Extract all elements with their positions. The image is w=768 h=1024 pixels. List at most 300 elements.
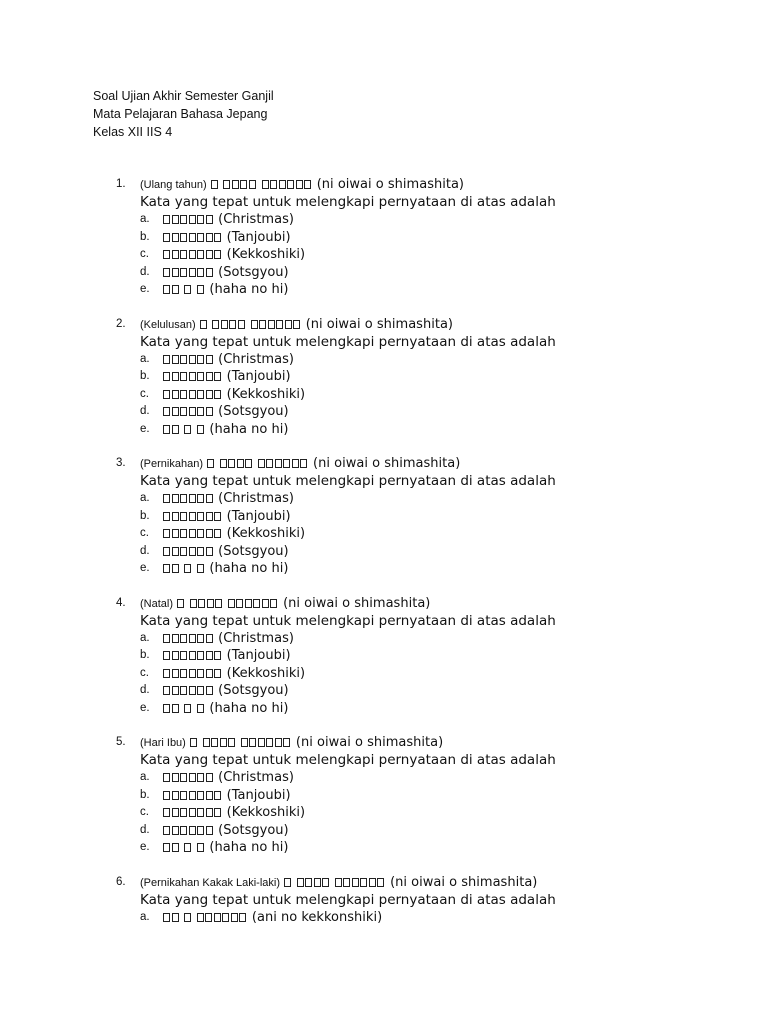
- missing-glyph-box: [215, 599, 222, 608]
- missing-glyph-box: [369, 878, 376, 887]
- choice-text: (Christmas): [163, 351, 294, 369]
- missing-glyph-box: [172, 547, 179, 556]
- missing-glyph-box: [163, 791, 170, 800]
- answer-choice: [0, 630, 768, 648]
- choice-letter: a.: [140, 910, 150, 923]
- choice-letter: a.: [140, 771, 150, 783]
- missing-glyph-box: [172, 215, 179, 224]
- answer-choice: [0, 560, 768, 578]
- choice-text: (haha no hi): [163, 839, 288, 857]
- question-instruction: Kata yang tepat untuk melengkapi pernyataan di atas adalah: [140, 473, 556, 489]
- missing-glyph-box: [206, 355, 213, 364]
- missing-glyph-box: [343, 878, 350, 887]
- choice-letter: e.: [140, 701, 150, 714]
- question-label: (Hari Ibu): [140, 737, 186, 749]
- missing-glyph-box: [377, 878, 384, 887]
- missing-glyph-box: [283, 459, 290, 468]
- header-line: Kelas XII IIS 4: [93, 125, 173, 139]
- question-item: [0, 455, 768, 578]
- choice-letter: a.: [140, 631, 150, 644]
- choice-letter: c.: [140, 806, 149, 818]
- missing-glyph-box: [335, 878, 342, 887]
- missing-glyph-box: [163, 808, 170, 817]
- question-prompt-text: (ni oiwai o shimashita): [207, 456, 460, 471]
- missing-glyph-box: [163, 215, 170, 224]
- answer-choice: [0, 700, 768, 718]
- missing-glyph-box: [214, 808, 221, 817]
- choice-text: (Christmas): [163, 630, 294, 648]
- question-prompt: [140, 874, 537, 892]
- missing-glyph-box: [270, 180, 277, 189]
- missing-glyph-box: [180, 512, 187, 521]
- missing-glyph-box: [197, 390, 204, 399]
- question-prompt-text: (ni oiwai o shimashita): [200, 317, 453, 332]
- choice-letter: b.: [140, 788, 150, 801]
- missing-glyph-box: [163, 372, 170, 381]
- missing-glyph-box: [304, 180, 311, 189]
- answer-choice: [0, 647, 768, 665]
- choice-letter: a.: [140, 213, 150, 225]
- missing-glyph-box: [197, 634, 204, 643]
- choice-text: (Christmas): [163, 769, 294, 787]
- missing-glyph-box: [197, 512, 204, 521]
- missing-glyph-box: [189, 686, 196, 695]
- choice-letter: e.: [140, 841, 150, 853]
- question-item: [0, 176, 768, 299]
- missing-glyph-box: [184, 425, 191, 434]
- missing-glyph-box: [180, 826, 187, 835]
- missing-glyph-box: [296, 180, 303, 189]
- missing-glyph-box: [206, 773, 213, 782]
- missing-glyph-box: [241, 738, 248, 747]
- question-label: (Pernikahan): [140, 458, 203, 470]
- missing-glyph-box: [197, 372, 204, 381]
- missing-glyph-box: [360, 878, 367, 887]
- missing-glyph-box: [206, 250, 213, 259]
- missing-glyph-box: [172, 808, 179, 817]
- missing-glyph-box: [229, 320, 236, 329]
- choice-letter: c.: [140, 666, 149, 679]
- choice-text: (ani no kekkonshiki): [163, 909, 382, 927]
- question-prompt-text: (ni oiwai o shimashita): [284, 875, 537, 890]
- missing-glyph-box: [190, 599, 197, 608]
- missing-glyph-box: [314, 878, 321, 887]
- missing-glyph-box: [197, 773, 204, 782]
- choice-text: (Sotsgyou): [163, 682, 289, 700]
- missing-glyph-box: [207, 599, 214, 608]
- question-instruction: Kata yang tepat untuk melengkapi pernyataan di atas adalah: [140, 612, 556, 629]
- answer-choice: [0, 543, 768, 561]
- missing-glyph-box: [189, 233, 196, 242]
- missing-glyph-box: [214, 390, 221, 399]
- answer-choice: [0, 403, 768, 421]
- missing-glyph-box: [259, 320, 266, 329]
- missing-glyph-box: [249, 180, 256, 189]
- missing-glyph-box: [163, 425, 170, 434]
- question-list: [0, 176, 768, 943]
- answer-choice: [0, 804, 768, 822]
- choice-text: (Kekkoshiki): [163, 386, 305, 404]
- missing-glyph-box: [275, 459, 282, 468]
- missing-glyph-box: [180, 233, 187, 242]
- answer-choice: [0, 508, 768, 526]
- missing-glyph-box: [189, 808, 196, 817]
- missing-glyph-box: [163, 773, 170, 782]
- answer-choice: [0, 839, 768, 857]
- missing-glyph-box: [163, 407, 170, 416]
- missing-glyph-box: [180, 808, 187, 817]
- missing-glyph-box: [206, 669, 213, 678]
- missing-glyph-box: [172, 250, 179, 259]
- choice-letter: a.: [140, 492, 150, 504]
- choice-text: (Sotsgyou): [163, 543, 289, 561]
- missing-glyph-box: [240, 180, 247, 189]
- missing-glyph-box: [163, 843, 170, 852]
- answer-choice: [0, 421, 768, 439]
- missing-glyph-box: [172, 233, 179, 242]
- missing-glyph-box: [163, 651, 170, 660]
- missing-glyph-box: [180, 651, 187, 660]
- missing-glyph-box: [197, 215, 204, 224]
- question-number: 1.: [116, 178, 126, 190]
- choice-text: (haha no hi): [163, 700, 288, 718]
- missing-glyph-box: [180, 390, 187, 399]
- missing-glyph-box: [206, 529, 213, 538]
- choice-letter: d.: [140, 405, 150, 417]
- missing-glyph-box: [197, 669, 204, 678]
- missing-glyph-box: [228, 599, 235, 608]
- missing-glyph-box: [276, 320, 283, 329]
- question-label: (Pernikahan Kakak Laki-laki): [140, 876, 281, 889]
- missing-glyph-box: [214, 791, 221, 800]
- question-prompt: [140, 316, 453, 334]
- question-header: [0, 316, 768, 333]
- choice-text: (Kekkoshiki): [163, 804, 305, 822]
- missing-glyph-box: [214, 529, 221, 538]
- missing-glyph-box: [172, 704, 179, 713]
- header-line: Soal Ujian Akhir Semester Ganjil: [93, 89, 274, 103]
- choice-text: (haha no hi): [163, 421, 288, 439]
- choice-letter: b.: [140, 649, 150, 661]
- missing-glyph-box: [258, 738, 265, 747]
- missing-glyph-box: [239, 913, 246, 922]
- missing-glyph-box: [206, 808, 213, 817]
- question-prompt-text: (ni oiwai o shimashita): [177, 596, 430, 611]
- missing-glyph-box: [197, 250, 204, 259]
- choice-letter: b.: [140, 230, 150, 243]
- missing-glyph-box: [184, 285, 191, 294]
- missing-glyph-box: [197, 233, 204, 242]
- missing-glyph-box: [163, 268, 170, 277]
- question-number: 3.: [116, 457, 126, 469]
- answer-choice: [0, 822, 768, 840]
- missing-glyph-box: [206, 233, 213, 242]
- missing-glyph-box: [197, 826, 204, 835]
- question-number: 6.: [116, 875, 126, 888]
- missing-glyph-box: [180, 669, 187, 678]
- choice-text: (Christmas): [163, 490, 294, 508]
- answer-choice: [0, 490, 768, 508]
- missing-glyph-box: [172, 390, 179, 399]
- missing-glyph-box: [232, 180, 239, 189]
- choice-letter: e.: [140, 422, 150, 435]
- missing-glyph-box: [189, 390, 196, 399]
- answer-choice: [0, 281, 768, 299]
- missing-glyph-box: [197, 791, 204, 800]
- choice-letter: c.: [140, 387, 149, 400]
- answer-choice: [0, 211, 768, 229]
- question-number: 2.: [116, 317, 126, 330]
- missing-glyph-box: [184, 843, 191, 852]
- missing-glyph-box: [197, 268, 204, 277]
- missing-glyph-box: [220, 738, 227, 747]
- missing-glyph-box: [214, 669, 221, 678]
- missing-glyph-box: [200, 320, 207, 329]
- missing-glyph-box: [206, 268, 213, 277]
- choice-text: (Christmas): [163, 211, 294, 229]
- missing-glyph-box: [163, 355, 170, 364]
- missing-glyph-box: [189, 669, 196, 678]
- question-header: [0, 734, 768, 751]
- question-instruction: Kata yang tepat untuk melengkapi pernyataan di atas adalah: [140, 194, 556, 210]
- missing-glyph-box: [206, 407, 213, 416]
- missing-glyph-box: [180, 634, 187, 643]
- missing-glyph-box: [180, 773, 187, 782]
- question-number: 4.: [116, 596, 126, 609]
- missing-glyph-box: [236, 599, 243, 608]
- missing-glyph-box: [223, 180, 230, 189]
- missing-glyph-box: [180, 215, 187, 224]
- missing-glyph-box: [180, 494, 187, 503]
- missing-glyph-box: [177, 599, 184, 608]
- missing-glyph-box: [163, 634, 170, 643]
- missing-glyph-box: [206, 390, 213, 399]
- choice-letter: d.: [140, 684, 150, 696]
- missing-glyph-box: [197, 808, 204, 817]
- missing-glyph-box: [189, 355, 196, 364]
- missing-glyph-box: [214, 512, 221, 521]
- missing-glyph-box: [172, 843, 179, 852]
- choice-letter: e.: [140, 562, 150, 574]
- missing-glyph-box: [284, 878, 291, 887]
- missing-glyph-box: [190, 738, 197, 747]
- missing-glyph-box: [180, 547, 187, 556]
- missing-glyph-box: [172, 372, 179, 381]
- missing-glyph-box: [221, 320, 228, 329]
- answer-choice: [0, 246, 768, 264]
- missing-glyph-box: [172, 512, 179, 521]
- missing-glyph-box: [180, 268, 187, 277]
- missing-glyph-box: [262, 599, 269, 608]
- missing-glyph-box: [172, 686, 179, 695]
- missing-glyph-box: [228, 738, 235, 747]
- missing-glyph-box: [180, 250, 187, 259]
- missing-glyph-box: [220, 459, 227, 468]
- missing-glyph-box: [189, 268, 196, 277]
- missing-glyph-box: [285, 320, 292, 329]
- answer-choice: [0, 769, 768, 787]
- missing-glyph-box: [214, 651, 221, 660]
- missing-glyph-box: [163, 390, 170, 399]
- missing-glyph-box: [214, 233, 221, 242]
- missing-glyph-box: [207, 459, 214, 468]
- choice-letter: c.: [140, 248, 149, 260]
- missing-glyph-box: [214, 913, 221, 922]
- missing-glyph-box: [180, 355, 187, 364]
- missing-glyph-box: [203, 738, 210, 747]
- missing-glyph-box: [238, 320, 245, 329]
- missing-glyph-box: [212, 320, 219, 329]
- missing-glyph-box: [189, 215, 196, 224]
- missing-glyph-box: [266, 459, 273, 468]
- missing-glyph-box: [197, 913, 204, 922]
- missing-glyph-box: [180, 686, 187, 695]
- choice-text: (Kekkoshiki): [163, 525, 305, 543]
- question-item: [0, 874, 768, 927]
- missing-glyph-box: [172, 773, 179, 782]
- missing-glyph-box: [189, 634, 196, 643]
- missing-glyph-box: [231, 913, 238, 922]
- missing-glyph-box: [197, 285, 204, 294]
- question-header: [0, 595, 768, 612]
- missing-glyph-box: [283, 738, 290, 747]
- header-line: Mata Pelajaran Bahasa Jepang: [93, 107, 268, 121]
- missing-glyph-box: [266, 738, 273, 747]
- choice-text: (Sotsgyou): [163, 264, 289, 282]
- missing-glyph-box: [172, 564, 179, 573]
- missing-glyph-box: [297, 878, 304, 887]
- missing-glyph-box: [197, 529, 204, 538]
- answer-choice: [0, 682, 768, 700]
- missing-glyph-box: [222, 913, 229, 922]
- missing-glyph-box: [189, 250, 196, 259]
- missing-glyph-box: [300, 459, 307, 468]
- choice-text: (Tanjoubi): [163, 508, 291, 526]
- missing-glyph-box: [206, 494, 213, 503]
- missing-glyph-box: [245, 459, 252, 468]
- missing-glyph-box: [189, 826, 196, 835]
- missing-glyph-box: [293, 320, 300, 329]
- choice-text: (Tanjoubi): [163, 229, 291, 247]
- missing-glyph-box: [163, 547, 170, 556]
- missing-glyph-box: [197, 355, 204, 364]
- missing-glyph-box: [172, 268, 179, 277]
- missing-glyph-box: [163, 913, 170, 922]
- missing-glyph-box: [180, 407, 187, 416]
- missing-glyph-box: [163, 512, 170, 521]
- missing-glyph-box: [197, 494, 204, 503]
- answer-choice: [0, 368, 768, 386]
- missing-glyph-box: [305, 878, 312, 887]
- choice-text: (Kekkoshiki): [163, 246, 305, 264]
- answer-choice: [0, 351, 768, 369]
- choice-letter: e.: [140, 283, 150, 295]
- question-prompt: [140, 455, 460, 473]
- missing-glyph-box: [214, 250, 221, 259]
- answer-choice: [0, 909, 768, 927]
- question-header: [0, 455, 768, 472]
- missing-glyph-box: [180, 791, 187, 800]
- missing-glyph-box: [206, 686, 213, 695]
- choice-text: (Tanjoubi): [163, 787, 291, 805]
- missing-glyph-box: [172, 791, 179, 800]
- missing-glyph-box: [262, 180, 269, 189]
- missing-glyph-box: [172, 407, 179, 416]
- choice-text: (Sotsgyou): [163, 822, 289, 840]
- question-prompt-text: (ni oiwai o shimashita): [211, 177, 464, 192]
- missing-glyph-box: [253, 599, 260, 608]
- missing-glyph-box: [189, 494, 196, 503]
- question-label: (Ulang tahun): [140, 179, 207, 191]
- missing-glyph-box: [172, 355, 179, 364]
- missing-glyph-box: [205, 913, 212, 922]
- missing-glyph-box: [189, 773, 196, 782]
- missing-glyph-box: [180, 529, 187, 538]
- missing-glyph-box: [184, 704, 191, 713]
- missing-glyph-box: [163, 564, 170, 573]
- missing-glyph-box: [163, 285, 170, 294]
- missing-glyph-box: [163, 826, 170, 835]
- missing-glyph-box: [197, 651, 204, 660]
- missing-glyph-box: [206, 634, 213, 643]
- answer-choice: [0, 525, 768, 543]
- answer-choice: [0, 229, 768, 247]
- missing-glyph-box: [172, 285, 179, 294]
- missing-glyph-box: [172, 425, 179, 434]
- missing-glyph-box: [245, 599, 252, 608]
- missing-glyph-box: [163, 529, 170, 538]
- missing-glyph-box: [197, 843, 204, 852]
- missing-glyph-box: [189, 651, 196, 660]
- missing-glyph-box: [206, 791, 213, 800]
- question-item: [0, 316, 768, 439]
- missing-glyph-box: [270, 599, 277, 608]
- choice-letter: b.: [140, 509, 150, 522]
- missing-glyph-box: [352, 878, 359, 887]
- choice-letter: d.: [140, 265, 150, 278]
- missing-glyph-box: [197, 425, 204, 434]
- missing-glyph-box: [322, 878, 329, 887]
- missing-glyph-box: [163, 704, 170, 713]
- answer-choice: [0, 787, 768, 805]
- choice-text: (Sotsgyou): [163, 403, 289, 421]
- choice-text: (Tanjoubi): [163, 647, 291, 665]
- missing-glyph-box: [206, 512, 213, 521]
- question-instruction: Kata yang tepat untuk melengkapi pernyataan di atas adalah: [140, 752, 556, 768]
- missing-glyph-box: [279, 180, 286, 189]
- missing-glyph-box: [214, 372, 221, 381]
- missing-glyph-box: [172, 669, 179, 678]
- question-prompt-text: (ni oiwai o shimashita): [190, 735, 443, 750]
- question-prompt: [140, 734, 443, 752]
- missing-glyph-box: [189, 407, 196, 416]
- missing-glyph-box: [172, 826, 179, 835]
- answer-choice: [0, 665, 768, 683]
- question-number: 5.: [116, 736, 126, 748]
- missing-glyph-box: [184, 913, 191, 922]
- question-instruction: Kata yang tepat untuk melengkapi pernyataan di atas adalah: [140, 333, 556, 350]
- missing-glyph-box: [189, 372, 196, 381]
- question-label: (Kelulusan): [140, 318, 196, 331]
- missing-glyph-box: [189, 791, 196, 800]
- missing-glyph-box: [163, 494, 170, 503]
- missing-glyph-box: [197, 547, 204, 556]
- choice-text: (Kekkoshiki): [163, 665, 305, 683]
- missing-glyph-box: [163, 233, 170, 242]
- choice-text: (haha no hi): [163, 560, 288, 578]
- missing-glyph-box: [237, 459, 244, 468]
- question-header: [0, 874, 768, 891]
